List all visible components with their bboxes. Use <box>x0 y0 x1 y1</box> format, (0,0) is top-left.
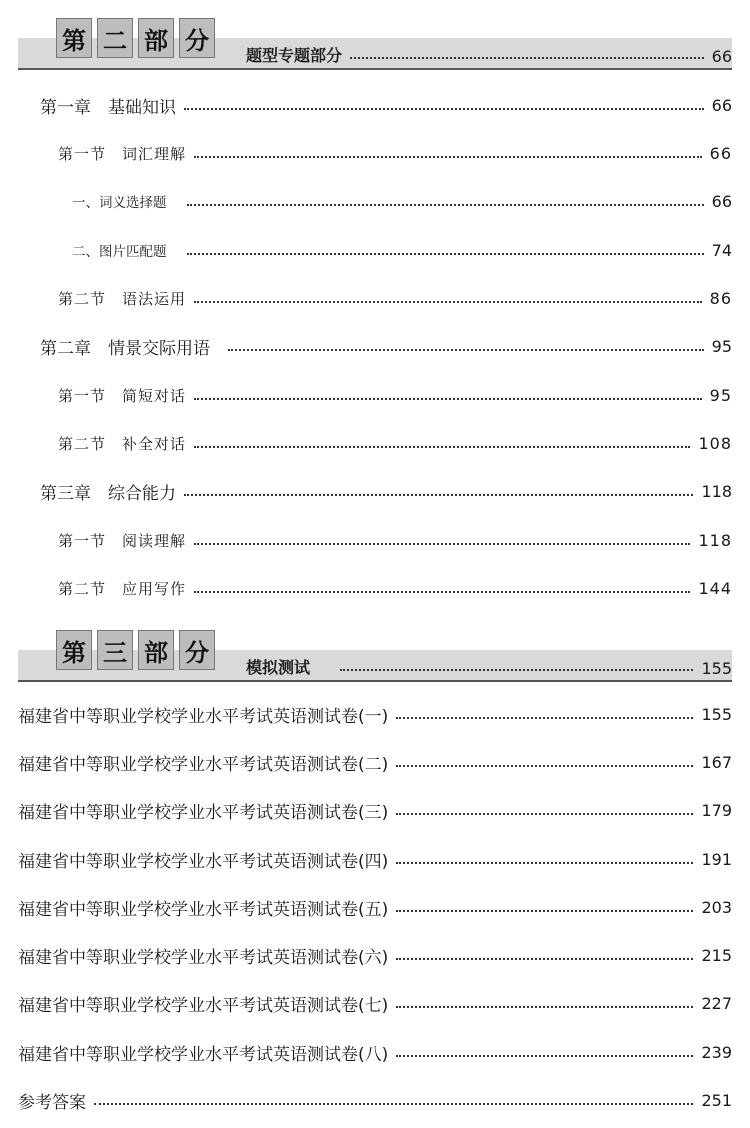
toc-test-8[interactable] <box>18 1040 732 1064</box>
page-number: 108 <box>698 433 732 453</box>
page-number: 215 <box>701 945 732 965</box>
part2-entry[interactable] <box>246 43 732 66</box>
page-number: 251 <box>701 1090 732 1110</box>
toc-section-2-2[interactable] <box>58 431 732 455</box>
part3-entry[interactable] <box>246 655 732 678</box>
toc-chapter-2[interactable] <box>40 334 732 358</box>
toc-test-1[interactable] <box>18 702 732 726</box>
dot-leader <box>194 591 690 593</box>
toc-section-3-2[interactable] <box>58 576 732 600</box>
page-number: 239 <box>701 1042 732 1062</box>
dot-leader <box>184 494 693 496</box>
toc-item-1-1-2[interactable] <box>72 238 732 262</box>
part3-header <box>18 630 732 682</box>
toc-label: 第二章 情景交际用语 <box>40 338 210 359</box>
dot-leader <box>350 57 704 59</box>
toc-chapter-1[interactable] <box>40 93 732 117</box>
dot-leader <box>194 446 690 448</box>
page-number: 95 <box>709 385 732 405</box>
part2-char-1: 第 <box>56 18 92 58</box>
toc-label: 福建省中等职业学校学业水平考试英语测试卷(二) <box>18 754 389 775</box>
toc-label: 第一节 阅读理解 <box>58 531 187 550</box>
toc-label: 参考答案 <box>18 1092 86 1113</box>
dot-leader <box>94 1103 693 1105</box>
dot-leader <box>228 349 704 351</box>
page-number: 66 <box>711 47 732 66</box>
dot-leader <box>340 669 693 671</box>
dot-leader <box>396 958 693 960</box>
toc-answers[interactable] <box>18 1088 732 1112</box>
page-number: 144 <box>698 578 732 598</box>
toc-chapter-3[interactable] <box>40 479 732 503</box>
part3-char-1: 第 <box>56 630 92 670</box>
toc-label: 第二节 补全对话 <box>58 434 187 453</box>
dot-leader <box>396 862 693 864</box>
dot-leader <box>396 1006 693 1008</box>
toc-label: 福建省中等职业学校学业水平考试英语测试卷(六) <box>18 947 389 968</box>
toc-test-5[interactable] <box>18 895 732 919</box>
toc-label: 福建省中等职业学校学业水平考试英语测试卷(五) <box>18 899 389 920</box>
toc-test-3[interactable] <box>18 798 732 822</box>
toc-label: 福建省中等职业学校学业水平考试英语测试卷(三) <box>18 802 389 823</box>
dot-leader <box>396 813 693 815</box>
page-number: 155 <box>701 659 732 678</box>
dot-leader <box>396 765 693 767</box>
page-number: 95 <box>711 336 732 356</box>
dot-leader <box>194 543 690 545</box>
toc-label: 第一章 基础知识 <box>40 97 176 118</box>
dot-leader <box>194 301 702 303</box>
toc-label: 第二节 语法运用 <box>58 289 187 308</box>
toc-section-2-1[interactable] <box>58 383 732 407</box>
page-number: 66 <box>709 143 732 163</box>
dot-leader <box>194 398 702 400</box>
part3-char-2: 三 <box>97 630 133 670</box>
dot-leader <box>184 108 704 110</box>
page-number: 118 <box>698 530 732 550</box>
part2-char-4: 分 <box>179 18 215 58</box>
toc-label: 第三章 综合能力 <box>40 483 176 504</box>
part2-header <box>18 18 732 70</box>
part3-char-3: 部 <box>138 630 174 670</box>
toc-test-7[interactable] <box>18 991 732 1015</box>
toc-item-1-1-1[interactable] <box>72 189 732 213</box>
toc-test-4[interactable] <box>18 847 732 871</box>
page-number: 179 <box>701 800 732 820</box>
part2-char-3: 部 <box>138 18 174 58</box>
toc-test-2[interactable] <box>18 750 732 774</box>
toc-section-3-1[interactable] <box>58 528 732 552</box>
toc-label: 一、词义选择题 <box>72 195 167 211</box>
part2-title-boxes <box>56 18 215 58</box>
page-number: 155 <box>701 704 732 724</box>
toc-label: 二、图片匹配题 <box>72 244 167 260</box>
part2-char-2: 二 <box>97 18 133 58</box>
part3-subtitle: 模拟测试 <box>246 658 311 677</box>
toc-label: 第二节 应用写作 <box>58 579 187 598</box>
toc-label: 福建省中等职业学校学业水平考试英语测试卷(七) <box>18 995 389 1016</box>
toc-test-6[interactable] <box>18 943 732 967</box>
dot-leader <box>396 1055 693 1057</box>
toc-section-1-2[interactable] <box>58 286 732 310</box>
part2-subtitle: 题型专题部分 <box>246 46 343 65</box>
page-number: 74 <box>711 240 732 260</box>
page-number: 66 <box>711 95 732 115</box>
page-number: 227 <box>701 993 732 1013</box>
dot-leader <box>187 204 704 206</box>
page-number: 66 <box>711 191 732 211</box>
page-number: 167 <box>701 752 732 772</box>
page-number: 118 <box>701 481 732 501</box>
dot-leader <box>396 910 693 912</box>
part3-title-boxes <box>56 630 215 670</box>
dot-leader <box>194 156 702 158</box>
toc-label: 福建省中等职业学校学业水平考试英语测试卷(四) <box>18 851 389 872</box>
part3-char-4: 分 <box>179 630 215 670</box>
toc-label: 第一节 简短对话 <box>58 386 187 405</box>
dot-leader <box>187 253 704 255</box>
page-number: 86 <box>709 288 732 308</box>
toc-label: 福建省中等职业学校学业水平考试英语测试卷(一) <box>18 706 389 727</box>
dot-leader <box>396 717 693 719</box>
page-number: 191 <box>701 849 732 869</box>
page-number: 203 <box>701 897 732 917</box>
toc-label: 第一节 词汇理解 <box>58 144 187 163</box>
toc-label: 福建省中等职业学校学业水平考试英语测试卷(八) <box>18 1044 389 1065</box>
toc-section-1-1[interactable] <box>58 141 732 165</box>
